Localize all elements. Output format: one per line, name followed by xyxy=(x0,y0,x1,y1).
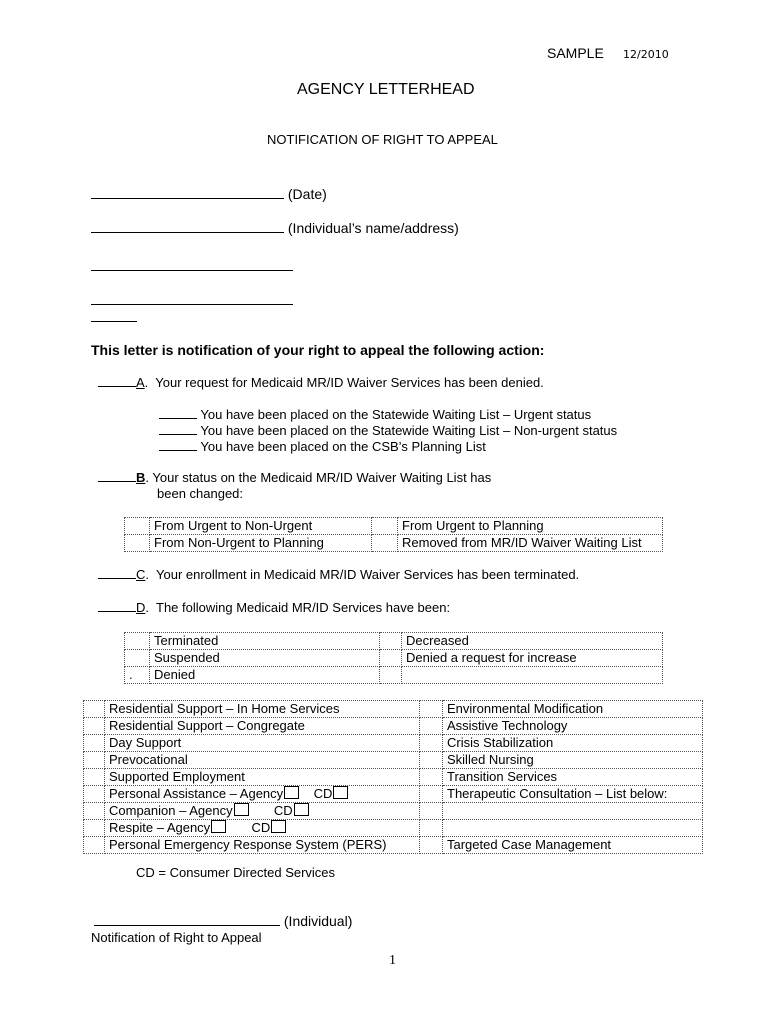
section-a-text: Your request for Medicaid MR/ID Waiver Services has been denied. xyxy=(155,375,544,390)
signature-field xyxy=(94,913,352,929)
table-row xyxy=(84,786,703,803)
checkbox-cell[interactable] xyxy=(420,752,443,769)
table-cell: Decreased xyxy=(402,633,663,650)
page-number: 1 xyxy=(389,953,396,968)
option-2-blank[interactable] xyxy=(159,434,197,435)
personal-assistance-label: Personal Assistance – Agency xyxy=(109,786,284,801)
checkbox-cell[interactable] xyxy=(84,701,105,718)
section-d-letter: D xyxy=(136,600,146,615)
checkbox-cell[interactable] xyxy=(84,837,105,854)
checkbox-cell[interactable] xyxy=(420,701,443,718)
option-3-blank[interactable] xyxy=(159,450,197,451)
date-blank[interactable] xyxy=(91,198,284,199)
cd-checkbox[interactable] xyxy=(294,803,309,816)
table-cell: Denied xyxy=(150,667,380,684)
service-left: Personal Emergency Response System (PERS) xyxy=(105,837,420,854)
name-field xyxy=(91,220,459,236)
option-3-text: You have been placed on the CSB’s Planning List xyxy=(200,439,486,454)
table-cell: From Urgent to Non-Urgent xyxy=(150,518,372,535)
checkbox-cell[interactable] xyxy=(84,803,105,820)
checkbox-cell[interactable] xyxy=(125,518,150,535)
table-row xyxy=(125,535,663,552)
section-d-blank[interactable] xyxy=(98,611,136,612)
checkbox-cell[interactable]: . xyxy=(125,667,150,684)
service-right: Assistive Technology xyxy=(443,718,703,735)
sample-label: SAMPLE xyxy=(547,45,604,61)
table-row xyxy=(125,518,663,535)
table-row xyxy=(125,650,663,667)
service-left: Supported Employment xyxy=(105,769,420,786)
status-change-table xyxy=(124,517,663,552)
cd-note: CD = Consumer Directed Services xyxy=(136,865,336,880)
table-row xyxy=(84,718,703,735)
checkbox-cell[interactable] xyxy=(420,735,443,752)
checkbox-cell[interactable] xyxy=(380,650,402,667)
section-c: C. Your enrollment in Medicaid MR/ID Waiver Services has been terminated. xyxy=(98,567,579,582)
table-cell: From Urgent to Planning xyxy=(398,518,663,535)
signature-label: (Individual) xyxy=(283,913,353,929)
service-right: Environmental Modification xyxy=(443,701,703,718)
service-left xyxy=(105,786,420,803)
option-1-text: You have been placed on the Statewide Waiting List – Urgent status xyxy=(200,407,592,422)
section-c-text: Your enrollment in Medicaid MR/ID Waiver Services has been terminated. xyxy=(156,567,580,582)
checkbox-cell[interactable] xyxy=(372,535,398,552)
checkbox-cell[interactable] xyxy=(420,786,443,803)
section-b-letter: B xyxy=(136,470,146,485)
table-cell: Removed from MR/ID Waiver Waiting List xyxy=(398,535,663,552)
service-right: Skilled Nursing xyxy=(443,752,703,769)
service-right: Targeted Case Management xyxy=(443,837,703,854)
section-d: D. The following Medicaid MR/ID Services have been: xyxy=(98,600,450,615)
checkbox-cell[interactable] xyxy=(84,786,105,803)
date-field xyxy=(91,186,327,202)
option-1-blank[interactable] xyxy=(159,418,197,419)
checkbox-cell[interactable] xyxy=(84,769,105,786)
table-cell: From Non-Urgent to Planning xyxy=(150,535,372,552)
checkbox-cell[interactable] xyxy=(380,667,402,684)
agency-checkbox[interactable] xyxy=(234,803,249,816)
table-row xyxy=(84,701,703,718)
checkbox-cell[interactable] xyxy=(420,769,443,786)
table-row xyxy=(125,633,663,650)
companion-label: Companion – Agency xyxy=(109,803,233,818)
section-b-text-line1: Your status on the Medicaid MR/ID Waiver Waiting List has xyxy=(152,470,492,485)
section-b-text-line2: been changed: xyxy=(157,486,244,501)
address-line-3[interactable] xyxy=(91,321,137,322)
service-right: Therapeutic Consultation – List below: xyxy=(443,786,703,803)
table-row xyxy=(84,769,703,786)
checkbox-cell[interactable] xyxy=(125,650,150,667)
page-subtitle: NOTIFICATION OF RIGHT TO APPEAL xyxy=(267,132,498,147)
address-line-1[interactable] xyxy=(91,270,293,271)
address-line-2[interactable] xyxy=(91,304,293,305)
service-action-table xyxy=(124,632,663,684)
checkbox-cell[interactable] xyxy=(372,518,398,535)
intro-text: This letter is notification of your right to appeal the following action: xyxy=(91,342,545,358)
signature-blank[interactable] xyxy=(94,925,280,926)
option-2-text: You have been placed on the Statewide Waiting List – Non-urgent status xyxy=(200,423,618,438)
cd-checkbox[interactable] xyxy=(333,786,348,799)
cd-label: CD xyxy=(273,803,293,818)
cd-label: CD xyxy=(251,820,271,835)
table-cell: Denied a request for increase xyxy=(402,650,663,667)
section-b: B. Your status on the Medicaid MR/ID Waiver Waiting List has xyxy=(98,470,491,485)
checkbox-cell[interactable] xyxy=(420,820,443,837)
footer-doc-name: Notification of Right to Appeal xyxy=(91,930,262,945)
service-right: Crisis Stabilization xyxy=(443,735,703,752)
table-cell xyxy=(402,667,663,684)
checkbox-cell[interactable] xyxy=(420,718,443,735)
checkbox-cell[interactable] xyxy=(84,718,105,735)
services-table xyxy=(83,700,703,854)
service-left: Residential Support – Congregate xyxy=(105,718,420,735)
service-left: Day Support xyxy=(105,735,420,752)
respite-label: Respite – Agency xyxy=(109,820,211,835)
checkbox-cell[interactable] xyxy=(380,633,402,650)
date-code: 12/2010 xyxy=(623,48,669,61)
page-title: AGENCY LETTERHEAD xyxy=(297,81,475,98)
table-row xyxy=(84,735,703,752)
service-right xyxy=(443,803,703,820)
checkbox-cell[interactable] xyxy=(84,752,105,769)
table-cell: Terminated xyxy=(150,633,380,650)
section-a-option-2 xyxy=(159,423,617,438)
service-right xyxy=(443,820,703,837)
checkbox-cell[interactable] xyxy=(125,535,150,552)
table-row xyxy=(125,667,663,684)
cd-checkbox[interactable] xyxy=(271,820,286,833)
name-label: (Individual’s name/address) xyxy=(287,220,459,236)
service-left xyxy=(105,820,420,837)
service-left: Residential Support – In Home Services xyxy=(105,701,420,718)
checkbox-cell[interactable] xyxy=(420,837,443,854)
cd-label: CD xyxy=(313,786,333,801)
section-a-option-3 xyxy=(159,439,486,454)
agency-checkbox[interactable] xyxy=(284,786,299,799)
section-c-letter: C xyxy=(136,567,146,582)
table-row xyxy=(84,820,703,837)
checkbox-cell[interactable] xyxy=(420,803,443,820)
table-row xyxy=(84,803,703,820)
name-blank[interactable] xyxy=(91,232,284,233)
service-left xyxy=(105,803,420,820)
section-a: A. Your request for Medicaid MR/ID Waiver Services has been denied. xyxy=(98,375,544,390)
checkbox-cell[interactable] xyxy=(125,633,150,650)
section-b-blank[interactable] xyxy=(98,481,136,482)
section-a-letter: A xyxy=(136,375,145,390)
date-label: (Date) xyxy=(287,186,327,202)
section-d-text: The following Medicaid MR/ID Services have been: xyxy=(156,600,451,615)
service-left: Prevocational xyxy=(105,752,420,769)
section-c-blank[interactable] xyxy=(98,578,136,579)
section-a-blank[interactable] xyxy=(98,386,136,387)
table-row xyxy=(84,837,703,854)
checkbox-cell[interactable] xyxy=(84,820,105,837)
table-row xyxy=(84,752,703,769)
checkbox-cell[interactable] xyxy=(84,735,105,752)
agency-checkbox[interactable] xyxy=(211,820,226,833)
table-cell: Suspended xyxy=(150,650,380,667)
section-a-option-1 xyxy=(159,407,591,422)
service-right: Transition Services xyxy=(443,769,703,786)
